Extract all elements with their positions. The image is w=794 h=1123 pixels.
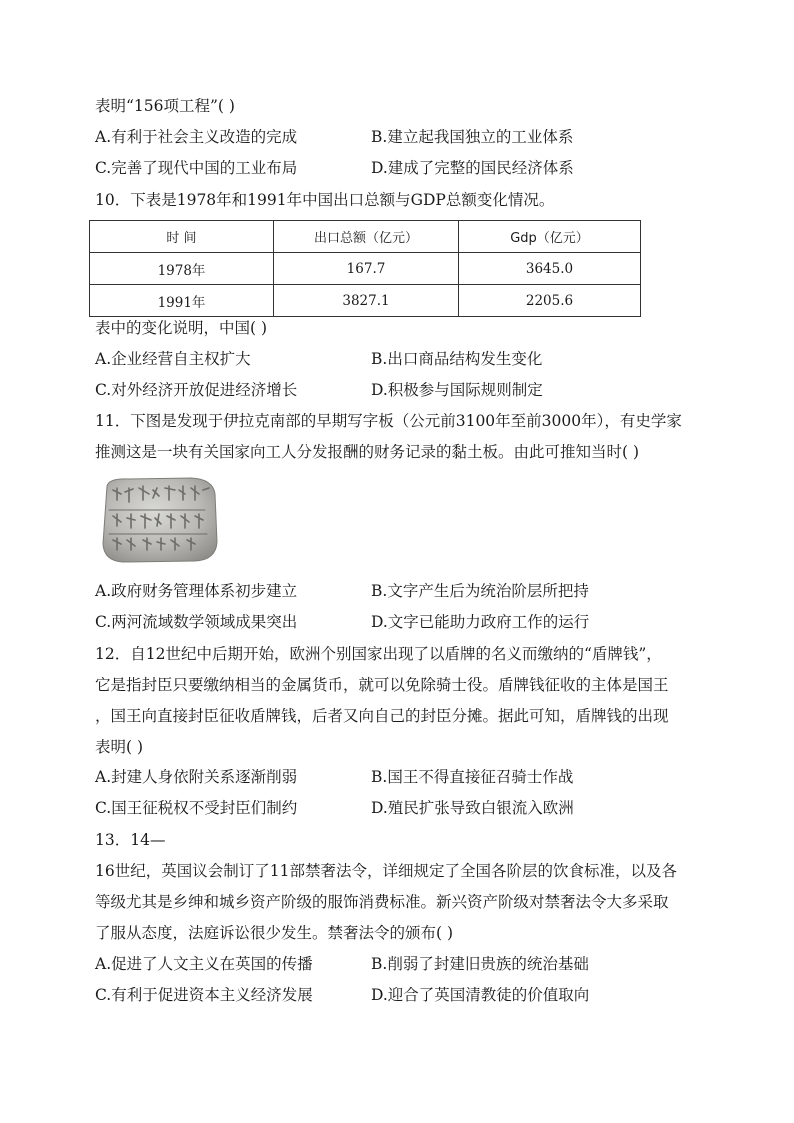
q13-stem-line-3: 等级尤其是乡绅和城乡资产阶级的服饰消费标准。新兴资产阶级对禁奢法令大多采取: [95, 893, 669, 911]
table-cell: 3645.0: [459, 253, 641, 285]
q11-option-d: D.文字已能助力政府工作的运行: [371, 613, 590, 631]
q10-option-a: A.企业经营自主权扩大: [95, 350, 251, 368]
q12-stem-line-3: ，国王向直接封臣征收盾牌钱，后者又向自己的封臣分摊。据此可知，盾牌钱的出现: [95, 707, 669, 725]
q9-option-d: D.建成了完整的国民经济体系: [371, 159, 574, 177]
q13-option-d: D.迎合了英国清教徒的价值取向: [371, 986, 590, 1004]
q11-option-a: A.政府财务管理体系初步建立: [95, 582, 298, 600]
q10-option-d: D.积极参与国际规则制定: [371, 381, 543, 399]
q12-option-c: C.国王征税权不受封臣们制约: [95, 799, 298, 817]
q11-stem-line-1: 11．下图是发现于伊拉克南部的早期写字板（公元前3100年至前3000年），有史学家: [95, 412, 682, 430]
q10-option-b: B.出口商品结构发生变化: [371, 350, 543, 368]
q12-option-d: D.殖民扩张导致白银流入欧洲: [371, 799, 574, 817]
q11-option-b: B.文字产生后为统治阶层所把持: [371, 582, 589, 600]
table-header-cell: Gdp（亿元）: [459, 221, 641, 253]
q10-stem: 10．下表是1978年和1991年中国出口总额与GDP总额变化情况。: [95, 191, 555, 209]
table-cell: 2205.6: [459, 285, 641, 317]
q10-option-c: C.对外经济开放促进经济增长: [95, 381, 298, 399]
q13-stem-line-4: 了服从态度，法庭诉讼很少发生。禁奢法令的颁布( ): [95, 924, 454, 942]
table-cell: 167.7: [274, 253, 459, 285]
table-row: [90, 253, 641, 285]
table-row: [90, 285, 641, 317]
clay-tablet-image: [99, 476, 219, 564]
q12-option-a: A.封建人身依附关系逐渐削弱: [95, 768, 298, 786]
q12-stem-line-4: 表明( ): [95, 738, 144, 756]
q10-data-table: [89, 220, 641, 317]
q9-option-a: A.有利于社会主义改造的完成: [95, 128, 298, 146]
q12-stem-line-2: 它是指封臣只要缴纳相当的金属货币，就可以免除骑士役。盾牌钱征收的主体是国王: [95, 676, 669, 694]
table-cell: 3827.1: [274, 285, 459, 317]
table-cell: 1978年: [90, 253, 274, 285]
table-header-row: [90, 221, 641, 253]
q10-question: 表中的变化说明，中国( ): [95, 319, 268, 337]
q11-stem-line-2: 推测这是一块有关国家向工人分发报酬的财务记录的黏土板。由此可推知当时( ): [95, 443, 640, 461]
q9-option-b: B.建立起我国独立的工业体系: [371, 128, 574, 146]
table-cell: 1991年: [90, 285, 274, 317]
q13-stem-line-2: 16世纪，英国议会制订了11部禁奢法令，详细规定了全国各阶层的饮食标准，以及各: [95, 862, 677, 880]
q12-option-b: B.国王不得直接征召骑士作战: [371, 768, 574, 786]
q13-option-b: B.削弱了封建旧贵族的统治基础: [371, 955, 589, 973]
q13-option-a: A.促进了人文主义在英国的传播: [95, 955, 313, 973]
q13-stem-line-1: 13．14—: [95, 831, 166, 849]
table-header-cell: 时 间: [90, 221, 274, 253]
q12-stem-line-1: 12．自12世纪中后期开始，欧洲个别国家出现了以盾牌的名义而缴纳的“盾牌钱”，: [95, 645, 662, 663]
table-header-cell: 出口总额（亿元）: [274, 221, 459, 253]
q9-stem: 表明“156项工程”( ): [95, 97, 235, 115]
q9-option-c: C.完善了现代中国的工业布局: [95, 159, 298, 177]
q13-option-c: C.有利于促进资本主义经济发展: [95, 986, 313, 1004]
q11-option-c: C.两河流域数学领域成果突出: [95, 613, 298, 631]
